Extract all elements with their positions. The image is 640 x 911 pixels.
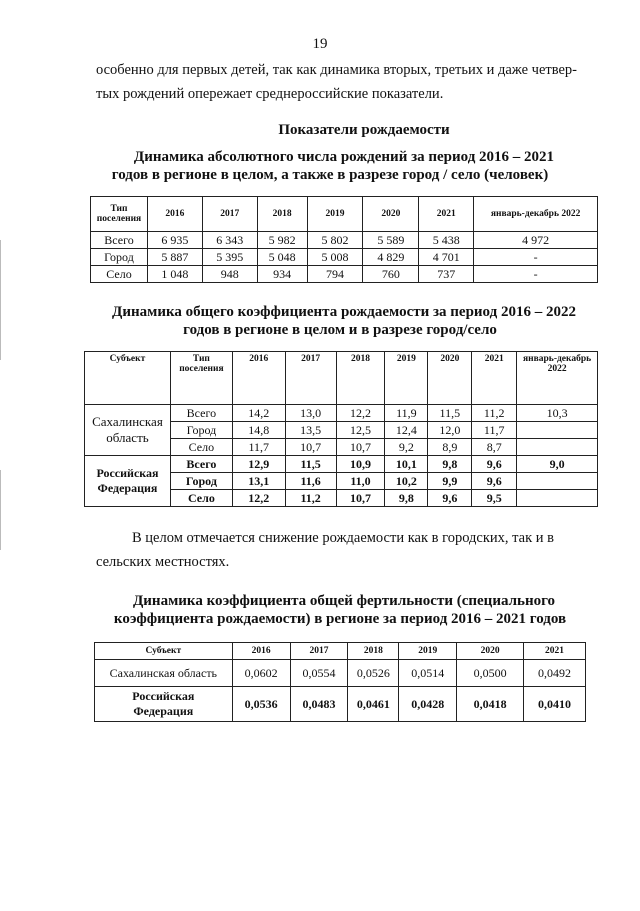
header-year: 2018 xyxy=(348,643,399,660)
row-label: Всего xyxy=(170,405,232,422)
row-label: Село xyxy=(91,266,148,283)
cell: 6 343 xyxy=(202,232,257,249)
header-settlement-type: Тип поселения xyxy=(91,197,148,232)
header-year: 2016 xyxy=(232,352,285,405)
table-row xyxy=(85,405,598,422)
births-absolute-table xyxy=(90,196,598,283)
cell: 13,1 xyxy=(232,473,285,490)
table3-title-line-1: Динамика коэффициента общей фертильности (специального xyxy=(132,593,556,609)
fertility-table xyxy=(94,642,586,722)
header-year: 2020 xyxy=(363,197,419,232)
cell: 8,9 xyxy=(428,439,472,456)
table1-title-line-2: годов в регионе в целом, а также в разрезе город / село (человек) xyxy=(111,167,549,183)
cell: 1 048 xyxy=(147,266,202,283)
cell: 5 008 xyxy=(307,249,363,266)
cell: 12,2 xyxy=(232,490,285,507)
header-year: 2021 xyxy=(472,352,517,405)
table-row xyxy=(85,456,598,473)
cell: 0,0492 xyxy=(524,660,586,687)
cell: 0,0526 xyxy=(348,660,399,687)
cell: 9,0 xyxy=(517,456,598,473)
cell: 0,0602 xyxy=(232,660,290,687)
summary-line-1: В целом отмечается снижение рождаемости как в городских, так и в xyxy=(132,530,554,546)
table1-title-line-1: Динамика абсолютного числа рождений за период 2016 – 2021 xyxy=(133,149,555,165)
cell: 11,0 xyxy=(336,473,385,490)
cell: 9,6 xyxy=(428,490,472,507)
header-subject: Субъект xyxy=(85,352,171,405)
table-row xyxy=(91,249,598,266)
cell: 8,7 xyxy=(472,439,517,456)
cell: 14,8 xyxy=(232,422,285,439)
table2-title-line-2: годов в регионе в целом и в разрезе город/село xyxy=(183,322,497,338)
header-year: 2016 xyxy=(147,197,202,232)
header-year: 2017 xyxy=(285,352,336,405)
cell: 13,5 xyxy=(285,422,336,439)
cell: 5 982 xyxy=(257,232,307,249)
summary-line-2: сельских местностях. xyxy=(96,554,230,570)
table-header-row xyxy=(95,643,586,660)
cell: 0,0500 xyxy=(457,660,524,687)
header-year: 2017 xyxy=(202,197,257,232)
cell: 11,7 xyxy=(472,422,517,439)
cell: 14,2 xyxy=(232,405,285,422)
header-year: 2021 xyxy=(419,197,474,232)
cell: 9,8 xyxy=(385,490,428,507)
cell: - xyxy=(474,266,598,283)
scan-edge-mark xyxy=(0,470,1,550)
cell xyxy=(517,439,598,456)
cell: 6 935 xyxy=(147,232,202,249)
header-year: январь-декабрь 2022 xyxy=(474,197,598,232)
intro-line-2: тых рождений опережает среднероссийские показатели. xyxy=(96,86,444,102)
row-label: Город xyxy=(170,422,232,439)
cell xyxy=(517,490,598,507)
table-row xyxy=(91,232,598,249)
cell: 9,2 xyxy=(385,439,428,456)
cell: 11,5 xyxy=(428,405,472,422)
header-last-period: январь-декабрь 2022 xyxy=(517,352,598,405)
header-year: 2019 xyxy=(307,197,363,232)
cell: 0,0536 xyxy=(232,687,290,722)
cell: 0,0554 xyxy=(290,660,348,687)
cell: 10,2 xyxy=(385,473,428,490)
cell: 5 048 xyxy=(257,249,307,266)
row-label: Город xyxy=(91,249,148,266)
cell: 11,5 xyxy=(285,456,336,473)
subject-sakhalin: Сахалинская область xyxy=(95,660,233,687)
cell: 794 xyxy=(307,266,363,283)
cell: 11,9 xyxy=(385,405,428,422)
cell: 10,9 xyxy=(336,456,385,473)
cell: 9,8 xyxy=(428,456,472,473)
cell: 0,0461 xyxy=(348,687,399,722)
cell: 12,0 xyxy=(428,422,472,439)
cell: 9,6 xyxy=(472,456,517,473)
cell xyxy=(517,422,598,439)
cell: 10,3 xyxy=(517,405,598,422)
table-row xyxy=(91,266,598,283)
cell: 13,0 xyxy=(285,405,336,422)
header-settlement-type: Тип поселения xyxy=(170,352,232,405)
scan-edge-mark xyxy=(0,240,1,360)
cell: 4 701 xyxy=(419,249,474,266)
page-number: 19 xyxy=(312,36,328,52)
birth-rate-table xyxy=(84,351,598,507)
cell: 5 395 xyxy=(202,249,257,266)
cell: 11,2 xyxy=(285,490,336,507)
cell xyxy=(517,473,598,490)
table-header-row xyxy=(91,197,598,232)
cell: 0,0428 xyxy=(399,687,457,722)
cell: 10,7 xyxy=(336,439,385,456)
intro-line-1: особенно для первых детей, так как динамика вторых, третьих и даже четвер- xyxy=(96,62,578,78)
cell: 0,0418 xyxy=(457,687,524,722)
cell: 12,2 xyxy=(336,405,385,422)
header-year: 2017 xyxy=(290,643,348,660)
table-row xyxy=(95,687,586,722)
cell: 5 438 xyxy=(419,232,474,249)
cell: 12,5 xyxy=(336,422,385,439)
cell: 11,7 xyxy=(232,439,285,456)
header-subject: Субъект xyxy=(95,643,233,660)
summary-paragraph xyxy=(96,526,598,574)
header-year: 2019 xyxy=(385,352,428,405)
header-year: 2018 xyxy=(336,352,385,405)
cell: 934 xyxy=(257,266,307,283)
header-year: 2016 xyxy=(232,643,290,660)
table3-title-line-2: коэффициента рождаемости) в регионе за период 2016 – 2021 годов xyxy=(113,611,567,627)
table-row xyxy=(95,660,586,687)
cell: 5 887 xyxy=(147,249,202,266)
cell: 5 802 xyxy=(307,232,363,249)
table2-title-line-1: Динамика общего коэффициента рождаемости за период 2016 – 2022 xyxy=(112,304,576,320)
subject-sakhalin: Сахалинская область xyxy=(85,405,171,456)
cell: 12,4 xyxy=(385,422,428,439)
cell: - xyxy=(474,249,598,266)
cell: 9,9 xyxy=(428,473,472,490)
cell: 11,2 xyxy=(472,405,517,422)
header-year: 2020 xyxy=(428,352,472,405)
cell: 11,6 xyxy=(285,473,336,490)
subject-russia: Российская Федерация xyxy=(85,456,171,507)
cell: 9,5 xyxy=(472,490,517,507)
row-label: Город xyxy=(170,473,232,490)
cell: 10,7 xyxy=(336,490,385,507)
subject-russia: Российская Федерация xyxy=(95,687,233,722)
row-label: Село xyxy=(170,439,232,456)
cell: 10,7 xyxy=(285,439,336,456)
cell: 4 829 xyxy=(363,249,419,266)
table-header-row xyxy=(85,352,598,405)
cell: 10,1 xyxy=(385,456,428,473)
intro-paragraph xyxy=(96,58,616,106)
cell: 948 xyxy=(202,266,257,283)
cell: 0,0514 xyxy=(399,660,457,687)
cell: 0,0483 xyxy=(290,687,348,722)
cell: 4 972 xyxy=(474,232,598,249)
cell: 12,9 xyxy=(232,456,285,473)
cell: 5 589 xyxy=(363,232,419,249)
cell: 9,6 xyxy=(472,473,517,490)
row-label: Село xyxy=(170,490,232,507)
cell: 760 xyxy=(363,266,419,283)
header-year: 2021 xyxy=(524,643,586,660)
header-year: 2018 xyxy=(257,197,307,232)
header-year: 2020 xyxy=(457,643,524,660)
cell: 737 xyxy=(419,266,474,283)
header-year: 2019 xyxy=(399,643,457,660)
row-label: Всего xyxy=(91,232,148,249)
cell: 0,0410 xyxy=(524,687,586,722)
section-title: Показатели рождаемости xyxy=(278,122,450,138)
row-label: Всего xyxy=(170,456,232,473)
